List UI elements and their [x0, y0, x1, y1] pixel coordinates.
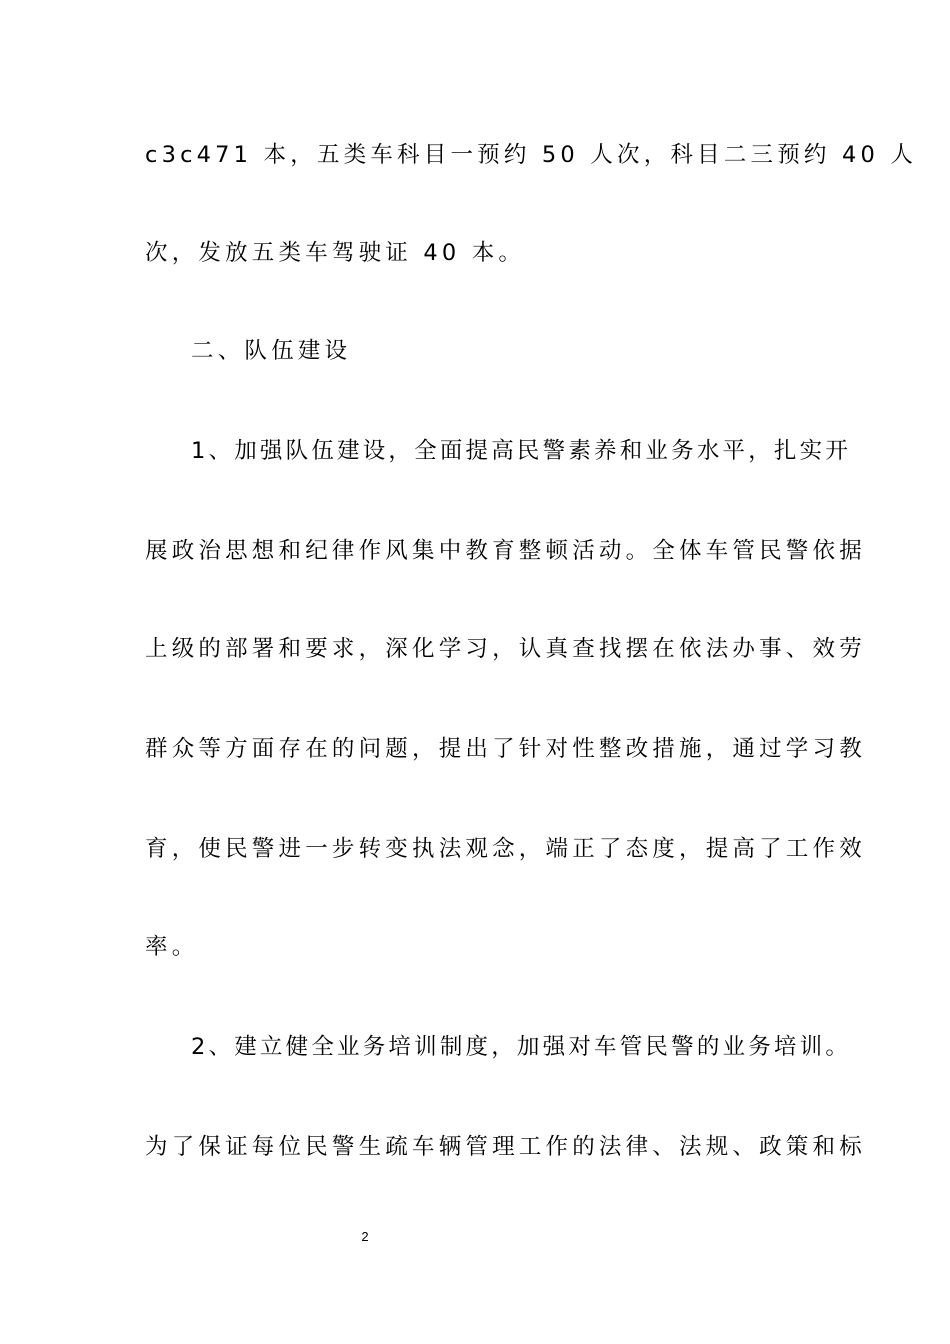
paragraph-1-line-6: 率。	[145, 934, 199, 960]
paragraph-1-line-4: 群众等方面存在的问题，提出了针对性整改措施，通过学习教	[145, 736, 866, 762]
paragraph-1-line-2: 展政治思想和纪律作风集中教育整顿活动。全体车管民警依据	[145, 538, 866, 564]
paragraph-2-line-1: 2、建立健全业务培训制度，加强对车管民警的业务培训。	[191, 1034, 852, 1060]
paragraph-1-line-3: 上级的部署和要求，深化学习，认真查找摆在依法办事、效劳	[145, 636, 866, 662]
body-text-line-2: 次，发放五类车驾驶证 40 本。	[145, 240, 526, 266]
page-number: 2	[361, 1229, 369, 1244]
section-heading: 二、队伍建设	[191, 338, 352, 364]
paragraph-1-line-5: 育，使民警进一步转变执法观念，端正了态度，提高了工作效	[145, 836, 866, 862]
paragraph-1-line-1: 1、加强队伍建设，全面提高民警素养和业务水平，扎实开	[191, 438, 852, 464]
paragraph-2-line-2: 为了保证每位民警生疏车辆管理工作的法律、法规、政策和标	[145, 1134, 866, 1160]
body-text-line-1: c3c471 本，五类车科目一预约 50 人次，科目二三预约 40 人	[145, 142, 918, 168]
